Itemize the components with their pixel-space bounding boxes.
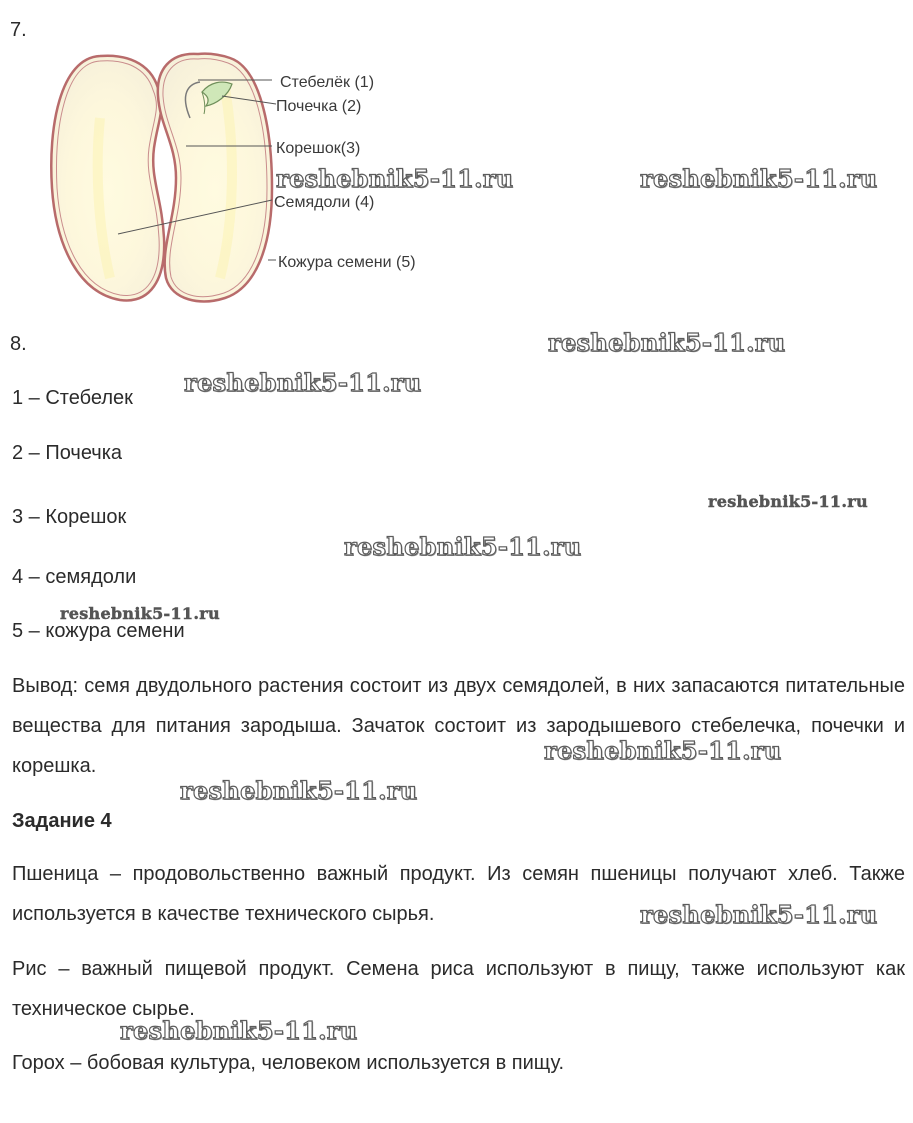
watermark: reshebnik5-11.ru [640, 164, 878, 193]
watermark: reshebnik5-11.ru [544, 736, 782, 765]
label-cotyledons: Семядоли (4) [274, 194, 375, 211]
question-8-number: 8. [10, 333, 27, 355]
watermark: reshebnik5-11.ru [180, 776, 418, 805]
answer-item: 3 – Корешок [12, 506, 127, 528]
label-root: Корешок(3) [276, 140, 361, 157]
watermark: reshebnik5-11.ru [184, 368, 422, 397]
watermark: reshebnik5-11.ru [60, 604, 220, 623]
question-7-number: 7. [10, 19, 27, 41]
watermark: reshebnik5-11.ru [344, 532, 582, 561]
answer-item: 5 – кожура семени [12, 620, 185, 642]
watermark: reshebnik5-11.ru [548, 328, 786, 357]
watermark: reshebnik5-11.ru [276, 164, 514, 193]
rice-paragraph: Рис – важный пищевой продукт. Семена риса используют в пищу, также используют как техническое сырье. [12, 958, 905, 1020]
label-stem: Стебелёк (1) [280, 74, 375, 91]
label-seed-coat: Кожура семени (5) [278, 254, 416, 271]
watermark: reshebnik5-11.ru [640, 900, 878, 929]
pea-paragraph: Горох – бобовая культура, человеком используется в пищу. [12, 1052, 565, 1074]
answer-item: 2 – Почечка [12, 442, 123, 464]
answer-item: 1 – Стебелек [12, 387, 133, 409]
conclusion-paragraph: Вывод: семя двудольного растения состоит из двух семядолей, в них запасаются питательные вещества для питания зародыша. Зачаток состоит из зародышевого стебелечка, почечки и корешка. [12, 675, 905, 777]
label-bud: Почечка (2) [276, 98, 362, 115]
wheat-paragraph: Пшеница – продовольственно важный продукт. Из семян пшеницы получают хлеб. Также используется в качестве технического сырья. [12, 863, 905, 925]
answer-item: 4 – семядоли [12, 566, 137, 588]
watermark: reshebnik5-11.ru [120, 1016, 358, 1045]
task-4-heading: Задание 4 [12, 810, 112, 832]
watermark: reshebnik5-11.ru [708, 492, 868, 511]
